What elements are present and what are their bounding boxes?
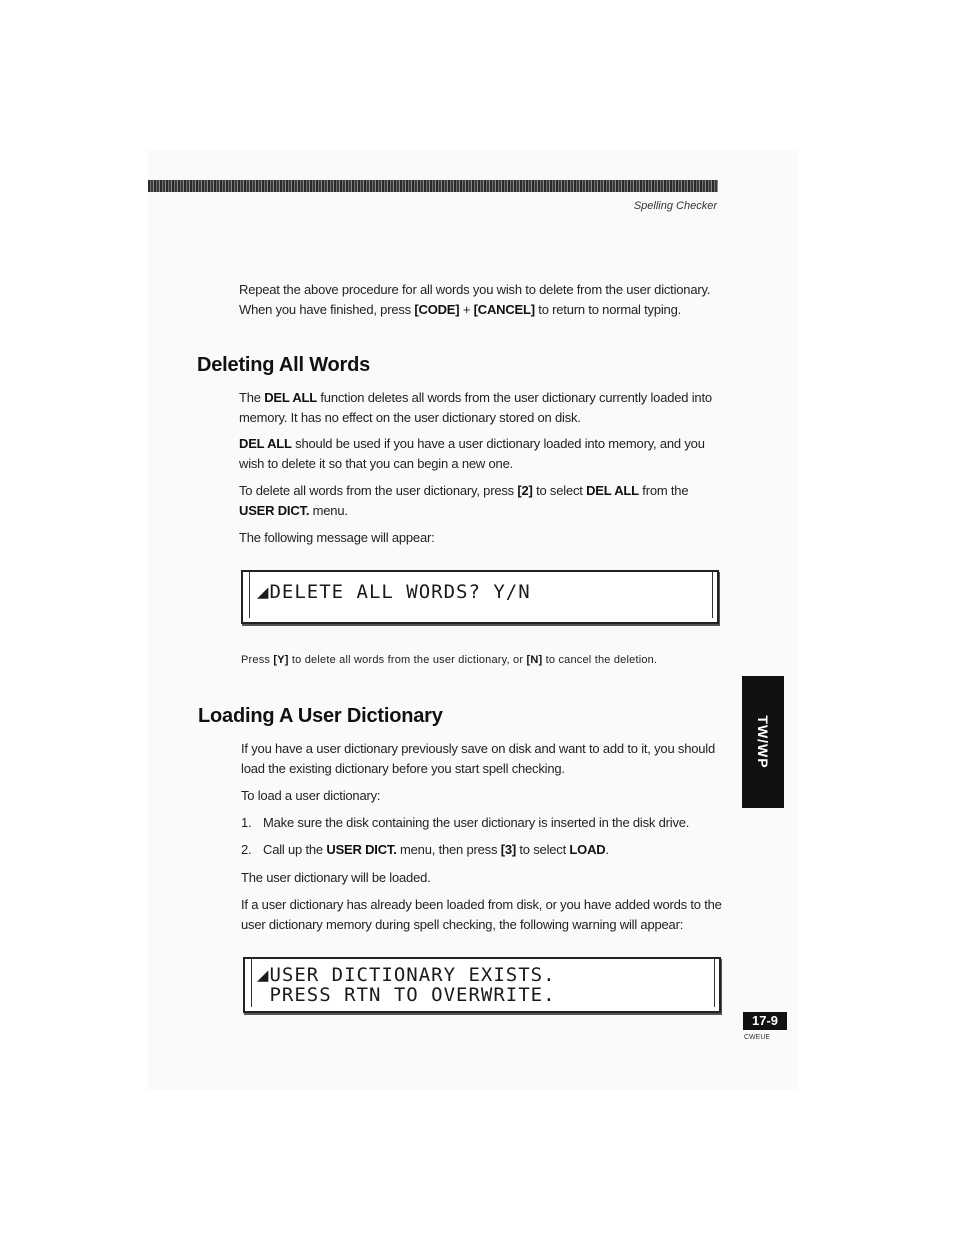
section2-step2: 2. Call up the USER DICT. menu, then press [3] to select LOAD. bbox=[241, 842, 609, 857]
side-tab-label: TW/WP bbox=[755, 715, 771, 769]
section1-paragraph2: DEL ALL should be used if you have a user dictionary loaded into memory, and you wish to delete it so that you can begin a new one. bbox=[239, 436, 705, 471]
section1-paragraph3: To delete all words from the user dictionary, press [2] to select DEL ALL from the USER DICT. menu. bbox=[239, 483, 689, 518]
running-head: Spelling Checker bbox=[633, 200, 717, 212]
section-heading-loading: Loading A User Dictionary bbox=[198, 705, 443, 727]
intro-line1: Repeat the above procedure for all words you wish to delete from the user dictionary. bbox=[239, 282, 711, 297]
header-rule bbox=[148, 180, 718, 192]
section-heading-deleting: Deleting All Words bbox=[197, 354, 371, 376]
chapter-side-tab bbox=[742, 676, 784, 808]
intro-paragraph bbox=[239, 280, 729, 320]
lcd-delete-message: ◢DELETE ALL WORDS? Y/N bbox=[257, 581, 531, 603]
section1-paragraph1: The DEL ALL function deletes all words from the user dictionary currently loaded into memory. It has no effect on the user dictionary stored on disk. bbox=[239, 390, 712, 425]
code-key: [CODE] bbox=[414, 302, 460, 317]
section2-paragraph1: If you have a user dictionary previously save on disk and want to add to it, you should load the existing dictionary before you start spell checking. bbox=[241, 741, 715, 776]
lcd-overwrite-line1: ◢USER DICTIONARY EXISTS. bbox=[257, 964, 556, 986]
page-number: 17-9 bbox=[743, 1012, 787, 1030]
intro-line2: When you have finished, press [CODE] + [CANCEL] to return to normal typing. bbox=[239, 302, 682, 317]
section1-note: Press [Y] to delete all words from the user dictionary, or [N] to cancel the deletion. bbox=[241, 654, 658, 666]
lcd-overwrite-line2: PRESS RTN TO OVERWRITE. bbox=[257, 984, 556, 1006]
lcd-display-delete bbox=[241, 570, 719, 624]
code-mark: CWEUE bbox=[744, 1034, 771, 1041]
section2-paragraph2: To load a user dictionary: bbox=[241, 788, 381, 803]
section2-paragraph3: The user dictionary will be loaded. bbox=[241, 870, 431, 885]
section1-paragraph4: The following message will appear: bbox=[239, 530, 435, 545]
cancel-key: [CANCEL] bbox=[473, 302, 535, 317]
lcd-display-overwrite bbox=[243, 957, 721, 1013]
section2-paragraph4: If a user dictionary has already been loaded from disk, or you have added words to the user dictionary memory during spell checking, the following warning will appear: bbox=[241, 897, 722, 932]
section2-step1: 1. Make sure the disk containing the user dictionary is inserted in the disk drive. bbox=[241, 815, 690, 830]
